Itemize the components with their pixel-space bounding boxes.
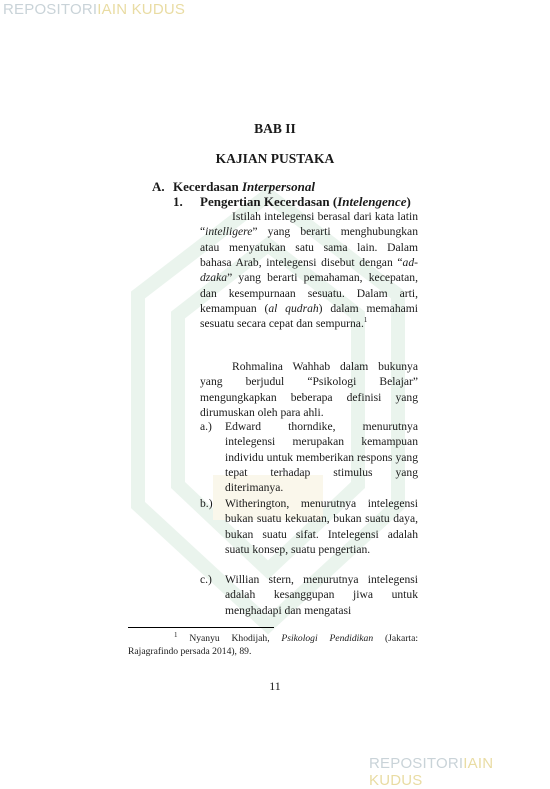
footnote-rest: (Jakarta: Rajagrafindo persada 2014), 89. <box>128 633 418 657</box>
chapter-number: BAB II <box>254 121 296 136</box>
list-item-label: b.) <box>200 497 213 510</box>
p1-term-al-qudrah: al qudrah <box>268 302 319 316</box>
footnote-author: Nyanyu Khodijah, <box>189 633 282 644</box>
footnote-title: Psikologi Pendidikan <box>281 633 374 644</box>
chapter-title: KAJIAN PUSTAKA <box>215 151 335 166</box>
list-item-text: Witherington, menurutnya intelegensi bukan suatu kekuatan, bukan suatu daya, bukan suatu sifat. Intelegensi adalah suatu konsep, suatu pengertian. <box>225 497 418 557</box>
subsection-title-before: Pengertian Kecerdasan ( <box>200 194 338 209</box>
watermark-bottom <box>369 755 550 789</box>
p1-segment-4: ) dalam memahami sesuatu secara cepat dan sempurna. <box>200 302 418 331</box>
subsection-title-after: ) <box>406 194 411 209</box>
watermark-text-1: REPOSITORI <box>369 755 464 772</box>
paragraph-definition <box>200 209 418 332</box>
watermark-top <box>3 1 185 18</box>
watermark-text-2: IAIN KUDUS <box>369 755 494 789</box>
subsection-title <box>200 194 411 210</box>
p1-segment-1: Istilah intelegensi berasal dari kata latin “ <box>200 210 418 239</box>
list-item <box>200 572 418 618</box>
list-item <box>200 419 418 496</box>
p1-term-ad-dzaka: ad-dzaka <box>200 256 418 285</box>
watermark-text-1: REPOSITORI <box>3 1 98 18</box>
footnote-divider <box>128 627 274 628</box>
section-title-plain: Kecerdasan <box>173 179 239 194</box>
watermark-text-2: IAIN KUDUS <box>97 1 186 18</box>
footnote-reference: 1 <box>363 316 368 325</box>
section-title-italic: Interpersonal <box>241 179 315 194</box>
page-number: 11 <box>269 679 281 693</box>
p1-segment-3: ” yang berarti pemahaman, kecepatan, dan kesempurnaan sesuatu. Dalam arti, kemampuan ( <box>200 271 418 316</box>
subsection-number: 1. <box>173 194 183 209</box>
subsection-title-italic: Intelengence <box>337 194 407 209</box>
p1-segment-2: ” yang berarti menghubungkan atau menyatukan satu sama lain. Dalam bahasa Arab, intelegensi disebut dengan “ <box>200 225 418 270</box>
list-item-label: c.) <box>200 573 212 586</box>
list-item <box>200 496 418 557</box>
paragraph-rohmalina: Rohmalina Wahhab dalam bukunya yang berjudul “Psikologi Belajar” mengungkapkan beberapa definisi yang dirumuskan oleh para ahli. <box>200 360 418 420</box>
footnote <box>128 632 418 658</box>
section-title <box>173 179 315 195</box>
list-item-label: a.) <box>200 420 212 433</box>
list-item-text: Willian stern, menurutnya intelegensi adalah kesanggupan jiwa untuk menghadapi dan mengatasi <box>225 573 418 617</box>
section-letter: A. <box>152 179 165 194</box>
footnote-mark: 1 <box>174 630 178 639</box>
list-item-text: Edward thorndike, menurutnya intelegensi merupakan kemampuan individu untuk memberikan respons yang tepat terhadap stimulus yang diterimanya. <box>225 420 418 495</box>
p1-term-intelligere: intelligere <box>205 225 253 239</box>
